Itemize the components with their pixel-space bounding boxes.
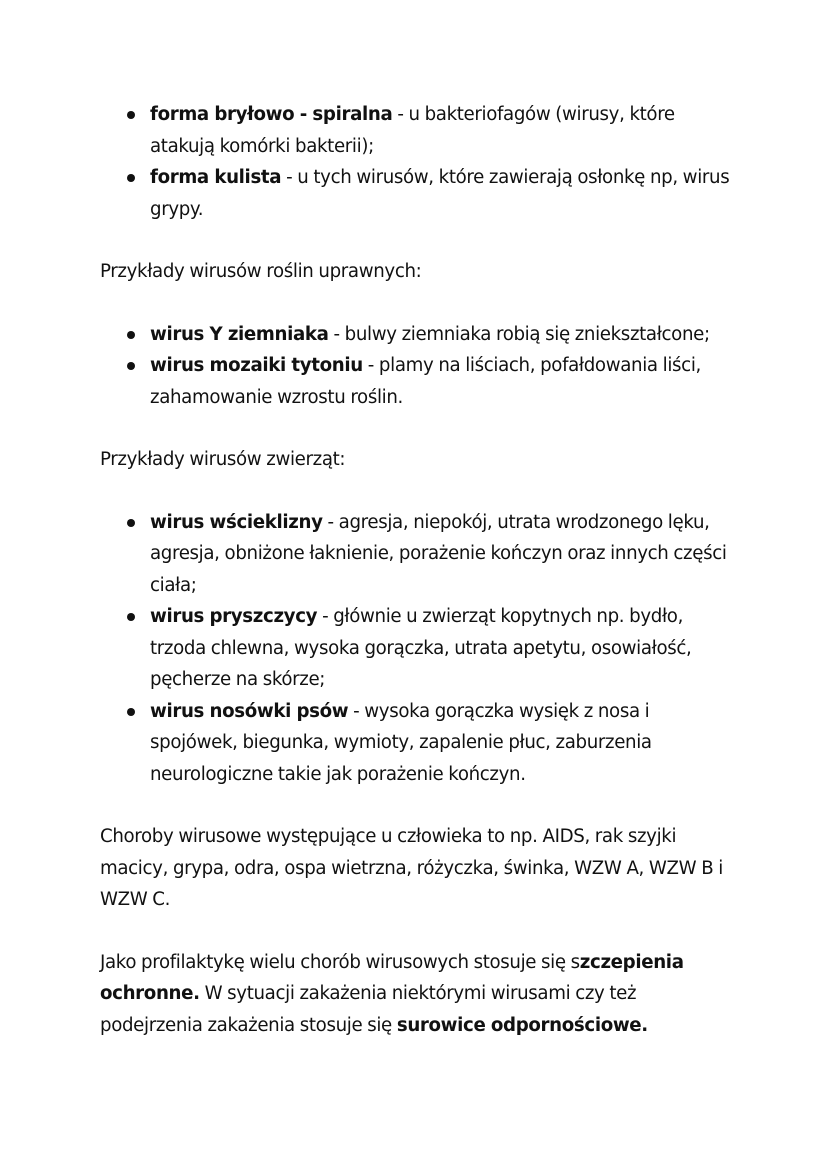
bullet-icon xyxy=(127,708,135,716)
list-item-term: forma kulista xyxy=(150,167,282,188)
vaccination-term: zczepienia ochronne. xyxy=(100,951,684,1004)
bullet-icon xyxy=(127,362,135,370)
list-item-term: forma bryłowo - spiralna xyxy=(150,104,393,125)
list-item-description: - plamy na liściach, pofałdowania liści, zahamowanie wzrostu roślin. xyxy=(150,355,701,408)
animal-viruses-heading: Przykłady wirusów zwierząt: xyxy=(100,449,346,470)
animal-viruses-list xyxy=(100,507,730,791)
spacer xyxy=(100,476,730,507)
list-item-term: wirus Y ziemniaka xyxy=(150,323,329,345)
plant-viruses-list xyxy=(100,319,730,414)
list-item-description: - u bakteriofagów (wirusy, które atakują komórki bakterii); xyxy=(150,104,675,157)
list-item xyxy=(100,350,730,413)
spacer xyxy=(100,916,730,947)
list-item xyxy=(100,507,730,602)
bullet-icon xyxy=(127,519,135,527)
spacer xyxy=(100,225,730,256)
list-item-description: - bulwy ziemniaka robią się zniekształcone; xyxy=(328,323,710,345)
virus-shapes-list xyxy=(100,99,730,225)
list-item-description: - u tych wirusów, które zawierają osłonkę np, wirus grypy. xyxy=(150,167,730,220)
list-item xyxy=(100,601,730,696)
list-item-description: - głównie u zwierząt kopytnych np. bydło, trzoda chlewna, wysoka gorączka, utrata apetytu, osowiałość, pęcherze na skórze; xyxy=(150,606,692,690)
serum-term: surowice odpornościowe. xyxy=(396,1014,648,1036)
list-item xyxy=(100,99,730,162)
list-item-term: wirus wścieklizny xyxy=(150,511,323,533)
bullet-icon xyxy=(127,174,135,182)
human-diseases-paragraph: Choroby wirusowe występujące u człowieka to np. AIDS, rak szyjki macicy, grypa, odra, ospa wietrzna, różyczka, świnka, WZW A, WZW B i WZW C. xyxy=(100,826,723,910)
list-item-term: wirus nosówki psów xyxy=(150,700,349,722)
list-item xyxy=(100,696,730,791)
bullet-icon xyxy=(127,331,135,339)
list-item-term: wirus pryszczycy xyxy=(150,606,318,627)
prevention-text-2: W sytuacji zakażenia niektórymi wirusami czy też podejrzenia zakażenia stosuje się xyxy=(100,983,637,1036)
spacer xyxy=(100,413,730,444)
plant-viruses-heading: Przykłady wirusów roślin uprawnych: xyxy=(100,261,422,282)
list-item-description: - agresja, niepokój, utrata wrodzonego lęku, agresja, obniżone łaknienie, porażenie kończyn oraz innych części ciała; xyxy=(150,511,727,596)
bullet-icon xyxy=(127,111,135,119)
document-content xyxy=(100,99,730,1041)
prevention-text-1: Jako profilaktykę wielu chorób wirusowych stosuje się s xyxy=(100,951,580,973)
prevention-paragraph xyxy=(100,947,730,1042)
list-item-description: - wysoka gorączka wysięk z nosa i spojówek, biegunka, wymioty, zapalenie płuc, zaburzenia neurologiczne takie jak porażenie kończyn. xyxy=(150,700,652,785)
list-item xyxy=(100,319,730,351)
spacer xyxy=(100,288,730,319)
list-item xyxy=(100,162,730,225)
spacer xyxy=(100,790,730,821)
list-item-term: wirus mozaiki tytoniu xyxy=(150,355,363,376)
bullet-icon xyxy=(127,613,135,621)
